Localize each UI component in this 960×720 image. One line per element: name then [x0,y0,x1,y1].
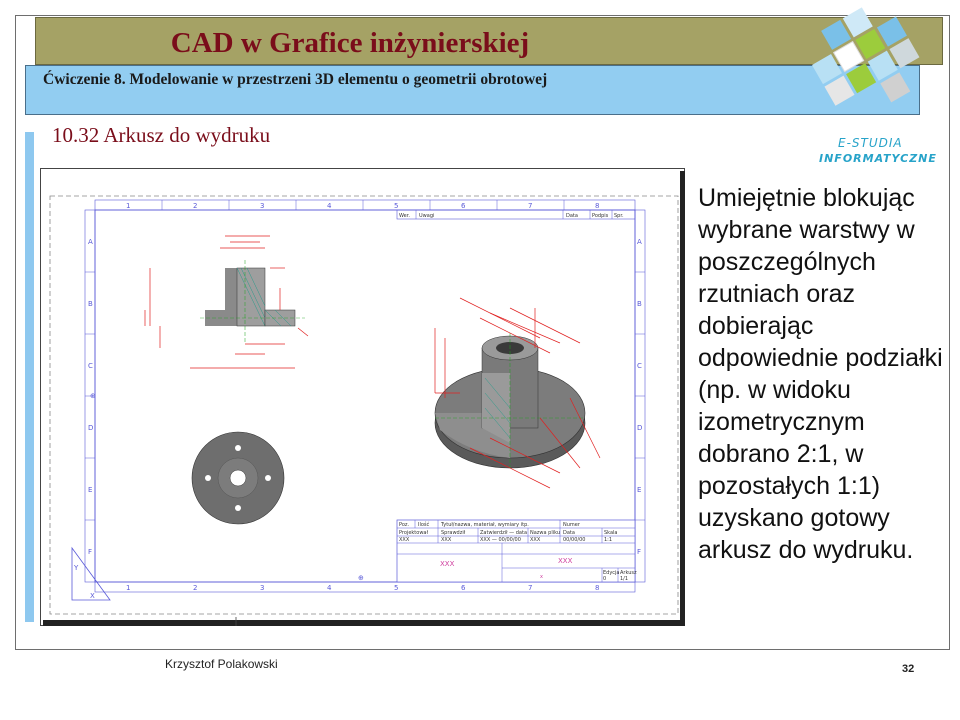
svg-text:XXX: XXX [399,537,410,543]
logo-text-estudia: E-STUDIA [838,136,903,150]
col-label: 6 [461,584,466,592]
svg-text:Nazwa pliku: Nazwa pliku [530,530,561,536]
svg-text:XXX: XXX [558,557,573,565]
row-label: F [88,548,93,556]
svg-text:Y: Y [74,564,79,572]
svg-text:Ilość: Ilość [418,522,430,528]
row-label: B [637,300,642,308]
row-label: C [88,362,93,370]
svg-text:1:1: 1:1 [604,537,613,543]
svg-text:1/1: 1/1 [620,576,629,582]
col-label: 2 [193,584,198,592]
svg-text:Numer: Numer [563,522,580,528]
svg-text:0: 0 [603,576,607,582]
svg-text:Poz.: Poz. [399,522,410,528]
description-text: Umiejętnie blokując wybrane warstwy w poszczególnych rzutniach oraz dobierając odpowiednie podziałki (np. w widoku izometrycznym dobrano 2:1, w pozostałych 1:1) uzyskano gotowy arkusz do wydruku. [698,184,943,564]
col-label: 8 [595,584,600,592]
svg-text:Edycja: Edycja [603,570,620,576]
col-label: 1 [126,202,131,210]
row-label: A [637,238,642,246]
col-label: 8 [595,202,600,210]
col-label: 7 [528,584,533,592]
svg-text:Skala: Skala [604,530,618,536]
row-label: D [637,424,643,432]
logo-mosaic-icon [800,5,945,123]
page-number: 32 [902,663,915,675]
svg-text:Arkusz: Arkusz [620,570,637,576]
row-label: E [88,486,93,494]
col-label: 7 [528,202,533,210]
col-label: 4 [327,202,332,210]
row-label: F [637,548,642,556]
col-label: 6 [461,202,466,210]
svg-text:Sprawdził: Sprawdził [441,530,466,536]
row-label: A [88,238,93,246]
svg-text:Zatwierdził — data: Zatwierdził — data [480,530,528,536]
svg-text:Uwagi: Uwagi [419,213,435,219]
top-view-disk [192,432,284,524]
svg-text:XXX — 00/00/00: XXX — 00/00/00 [480,537,521,543]
svg-text:Data: Data [566,213,578,219]
svg-text:Tytuł/nazwa, materiał, wymiary: Tytuł/nazwa, materiał, wymiary itp. [441,522,529,528]
svg-text:x: x [540,574,543,580]
col-label: 3 [260,584,265,592]
svg-text:Spr.: Spr. [614,213,624,219]
page-title: CAD w Grafice inżynierskiej [170,27,530,59]
row-label: E [637,486,642,494]
footer-author: Krzysztof Polakowski [165,657,278,671]
col-label: 1 [126,584,131,592]
svg-text:XXX: XXX [530,537,541,543]
left-accent-bar [25,132,34,622]
col-label: 5 [394,584,399,592]
cad-drawing-sheet [40,168,685,626]
row-label: C [637,362,642,370]
title-block [397,520,637,582]
svg-text:Wer.: Wer. [399,213,410,219]
svg-text:Projektował: Projektował [399,530,428,536]
svg-text:Podpis: Podpis [592,213,609,219]
col-label: 4 [327,584,332,592]
svg-text:XXX: XXX [441,537,452,543]
row-label: D [88,424,94,432]
logo-text-informatyczne: INFORMATYCZNE [819,152,937,165]
col-label: 3 [260,202,265,210]
svg-text:Data: Data [563,530,575,536]
svg-text:XXX: XXX [440,560,455,568]
exercise-title: Ćwiczenie 8. Modelowanie w przestrzeni 3D elementu o geometrii obrotowej [43,71,548,88]
section-title: 10.32 Arkusz do wydruku [52,123,271,147]
center-mark-icon: ⊕ [90,392,96,400]
col-label: 2 [193,202,198,210]
svg-text:00/00/00: 00/00/00 [563,537,586,543]
center-mark-icon: ⊕ [358,574,364,582]
row-label: B [88,300,93,308]
svg-text:X: X [90,592,95,600]
col-label: 5 [394,202,399,210]
